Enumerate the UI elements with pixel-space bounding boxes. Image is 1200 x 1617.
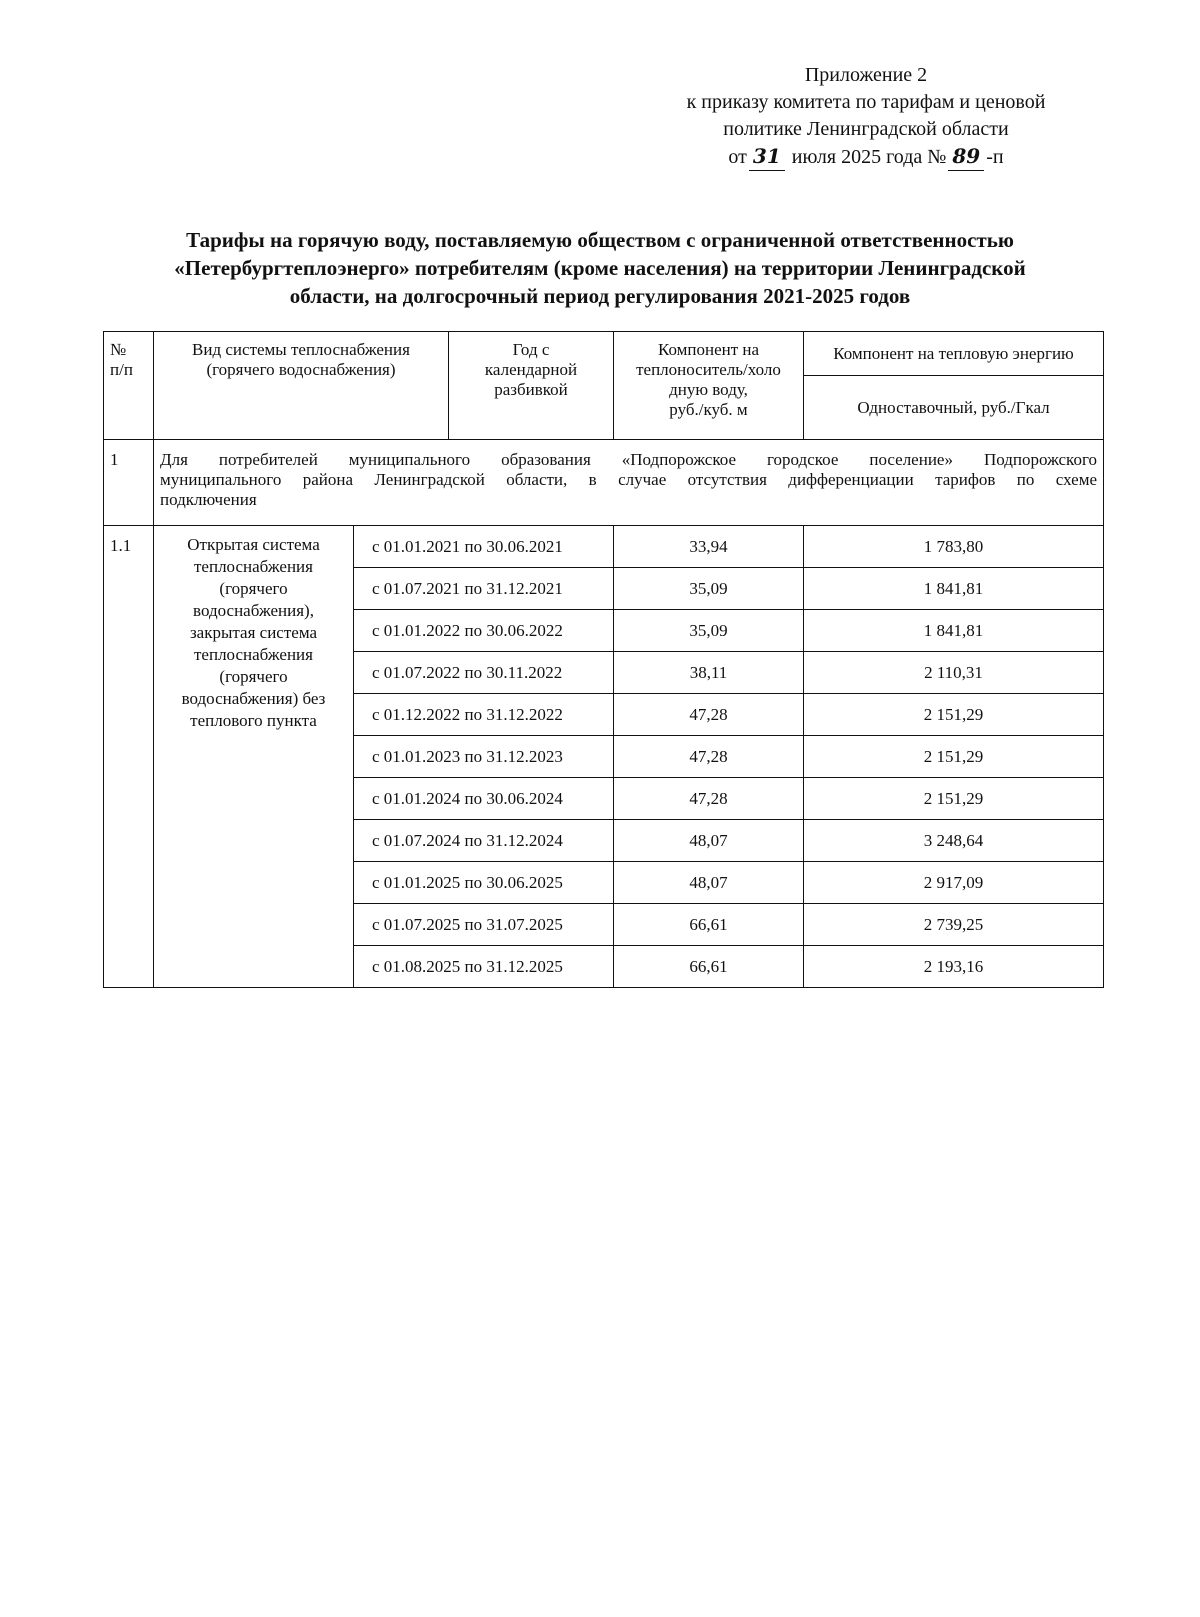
appendix-header <box>636 62 1096 171</box>
period-cell: с 01.01.2023 по 31.12.2023 <box>354 736 614 778</box>
period-cell: с 01.01.2025 по 30.06.2025 <box>354 862 614 904</box>
title-line-3: области, на долгосрочный период регулирования 2021-2025 годов <box>289 284 911 308</box>
carrier-value-cell: 66,61 <box>614 904 804 946</box>
table-header-row <box>104 332 1104 376</box>
title-line-1: Тарифы на горячую воду, поставляемую обществом с ограниченной ответственностью <box>186 228 1014 252</box>
period-cell: с 01.08.2025 по 31.12.2025 <box>354 946 614 988</box>
appendix-title: Приложение 2 <box>804 64 928 86</box>
date-middle: июля 2025 года № <box>791 146 947 168</box>
heat-value-cell: 2 151,29 <box>804 778 1104 820</box>
header-heat-component: Компонент на тепловую энергию <box>804 332 1104 376</box>
system-type-line: Открытая система <box>187 535 320 554</box>
system-type-line: водоснабжения), <box>193 601 314 620</box>
header-carrier-component: Компонент на теплоноситель/холо дную воду, руб./куб. м <box>614 332 804 440</box>
heat-value-cell: 1 841,81 <box>804 610 1104 652</box>
period-cell: с 01.07.2021 по 31.12.2021 <box>354 568 614 610</box>
system-type-line: закрытая система <box>189 623 318 642</box>
system-type-line: (горячего <box>219 667 288 686</box>
period-cell: с 01.01.2021 по 30.06.2021 <box>354 526 614 568</box>
heat-value-cell: 1 783,80 <box>804 526 1104 568</box>
carrier-value-cell: 38,11 <box>614 652 804 694</box>
header-year: Год с календарной разбивкой <box>449 332 614 440</box>
group-num: 1.1 <box>104 526 154 988</box>
header-system: Вид системы теплоснабжения (горячего водоснабжения) <box>154 332 449 440</box>
system-type-line: (горячего <box>219 579 288 598</box>
header-heat-one-rate: Одноставочный, руб./Гкал <box>804 376 1104 440</box>
period-cell: с 01.07.2024 по 31.12.2024 <box>354 820 614 862</box>
section-num: 1 <box>104 440 154 526</box>
carrier-value-cell: 33,94 <box>614 526 804 568</box>
system-type-line: теплоснабжения <box>194 645 313 664</box>
appendix-authority-line: политике Ленинградской области <box>723 118 1009 140</box>
date-prefix: от <box>728 146 747 168</box>
system-type-line: теплоснабжения <box>194 557 313 576</box>
table-row <box>104 526 1104 568</box>
tariff-table <box>103 331 1104 988</box>
period-cell: с 01.12.2022 по 31.12.2022 <box>354 694 614 736</box>
heat-value-cell: 3 248,64 <box>804 820 1104 862</box>
section-row <box>104 440 1104 526</box>
heat-value-cell: 2 110,31 <box>804 652 1104 694</box>
period-cell: с 01.07.2022 по 30.11.2022 <box>354 652 614 694</box>
section-description: Для потребителей муниципального образования «Подпорожское городское поселение» Подпорожского муниципального района Ленинградской области, в случае отсутствия дифференциации тарифов по схеме подключения <box>154 440 1104 526</box>
group-system-type <box>154 526 354 988</box>
carrier-value-cell: 48,07 <box>614 862 804 904</box>
heat-value-cell: 1 841,81 <box>804 568 1104 610</box>
order-suffix: -п <box>986 146 1004 168</box>
heat-value-cell: 2 151,29 <box>804 694 1104 736</box>
title-line-2: «Петербургтеплоэнерго» потребителям (кроме населения) на территории Ленинградской <box>174 256 1026 280</box>
header-num: № п/п <box>104 332 154 440</box>
appendix-date-line <box>636 143 1096 171</box>
heat-value-cell: 2 151,29 <box>804 736 1104 778</box>
heat-value-cell: 2 739,25 <box>804 904 1104 946</box>
system-type-line: водоснабжения) без <box>181 689 326 708</box>
carrier-value-cell: 35,09 <box>614 568 804 610</box>
document-title <box>102 226 1098 310</box>
carrier-value-cell: 66,61 <box>614 946 804 988</box>
carrier-value-cell: 47,28 <box>614 736 804 778</box>
appendix-order-line: к приказу комитета по тарифам и ценовой <box>686 91 1046 113</box>
period-cell: с 01.01.2024 по 30.06.2024 <box>354 778 614 820</box>
carrier-value-cell: 48,07 <box>614 820 804 862</box>
carrier-value-cell: 47,28 <box>614 778 804 820</box>
heat-value-cell: 2 917,09 <box>804 862 1104 904</box>
period-cell: с 01.07.2025 по 31.07.2025 <box>354 904 614 946</box>
carrier-value-cell: 35,09 <box>614 610 804 652</box>
heat-value-cell: 2 193,16 <box>804 946 1104 988</box>
handwritten-order-number: 89 <box>948 143 984 171</box>
tariff-rows <box>104 526 1104 988</box>
system-type-line: теплового пункта <box>190 711 317 730</box>
carrier-value-cell: 47,28 <box>614 694 804 736</box>
handwritten-day: 31 <box>749 143 785 171</box>
period-cell: с 01.01.2022 по 30.06.2022 <box>354 610 614 652</box>
